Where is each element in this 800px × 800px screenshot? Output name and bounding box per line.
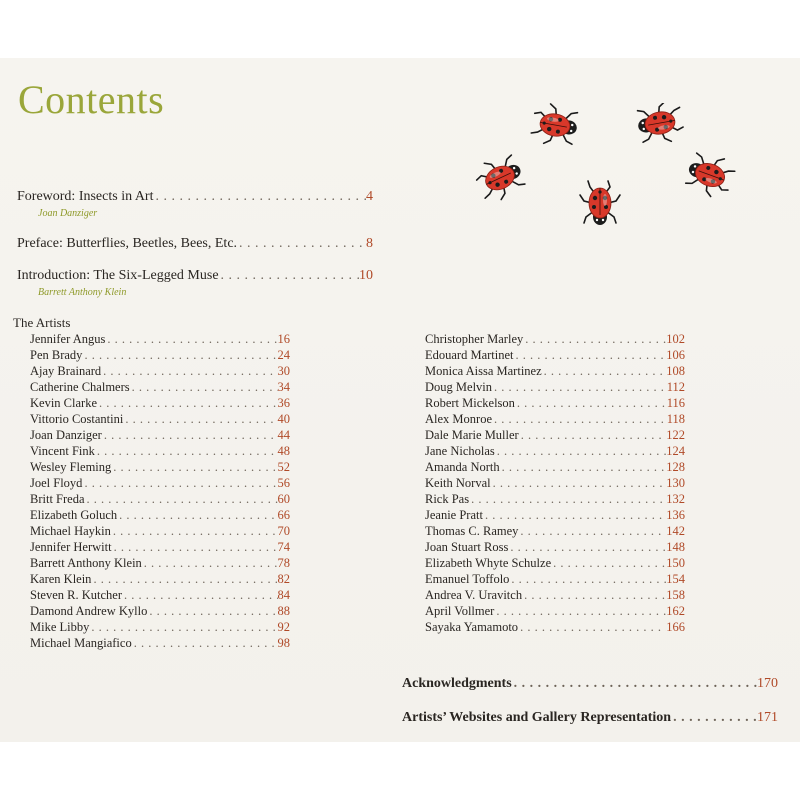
artist-name: Kevin Clarke xyxy=(30,396,97,410)
artist-page: 162 xyxy=(666,604,685,618)
leader-dots xyxy=(518,620,666,635)
artist-name: April Vollmer xyxy=(425,604,495,618)
leader-dots xyxy=(132,636,278,651)
artist-name: Doug Melvin xyxy=(425,380,493,394)
artist-page: 132 xyxy=(666,492,685,506)
artist-name: Elizabeth Goluch xyxy=(30,508,118,522)
artist-entry[interactable] xyxy=(425,572,685,588)
artist-page: 102 xyxy=(666,332,685,346)
artist-name: Joan Stuart Ross xyxy=(425,540,509,554)
artist-entry[interactable] xyxy=(425,428,685,444)
artist-page: 40 xyxy=(277,412,290,426)
ladybug-2 xyxy=(635,103,685,147)
artist-name: Pen Brady xyxy=(30,348,83,362)
artist-entry[interactable] xyxy=(425,476,685,492)
artist-entry[interactable] xyxy=(30,572,290,588)
artist-page: 84 xyxy=(277,588,290,602)
toc-entry-page: 4 xyxy=(366,189,373,204)
artist-page: 148 xyxy=(666,540,685,554)
leader-dots xyxy=(91,572,277,587)
artist-entry[interactable] xyxy=(425,412,685,428)
artist-page: 124 xyxy=(666,444,685,458)
artist-entry[interactable] xyxy=(30,412,290,428)
artist-entry[interactable] xyxy=(30,428,290,444)
artist-name: Karen Klein xyxy=(30,572,92,586)
leader-dots xyxy=(142,556,278,571)
artist-name: Amanda North xyxy=(425,460,500,474)
artist-name: Catherine Chalmers xyxy=(30,380,130,394)
artist-name: Ajay Brainard xyxy=(30,364,102,378)
artist-page: 116 xyxy=(666,396,685,410)
toc-entry-author: Joan Danziger xyxy=(38,208,98,219)
artist-name: Joan Danziger xyxy=(30,428,102,442)
toc-entry-author: Barrett Anthony Klein xyxy=(38,287,127,298)
artist-name: Emanuel Toffolo xyxy=(425,572,510,586)
artist-name: Rick Pas xyxy=(425,492,470,506)
artist-name: Thomas C. Ramey xyxy=(425,524,519,538)
artist-page: 108 xyxy=(666,364,685,378)
artist-name: Vittorio Costantini xyxy=(30,412,124,426)
artist-page: 118 xyxy=(666,412,685,426)
toc-entry-page: 10 xyxy=(359,268,373,283)
artist-page: 128 xyxy=(666,460,685,474)
artist-name: Damond Andrew Kyllo xyxy=(30,604,148,618)
ladybug-1 xyxy=(530,103,580,149)
leader-dots xyxy=(509,572,666,587)
leader-dots xyxy=(112,540,278,555)
artist-name: Sayaka Yamamoto xyxy=(425,620,519,634)
leader-dots xyxy=(82,348,277,363)
artist-page: 70 xyxy=(277,524,290,538)
leader-dots xyxy=(514,348,667,363)
leader-dots xyxy=(542,364,667,379)
leader-dots xyxy=(551,556,666,571)
artist-name: Christopher Marley xyxy=(425,332,524,346)
artist-entry[interactable] xyxy=(425,524,685,540)
page-title: Contents xyxy=(18,77,165,122)
artist-name: Robert Mickelson xyxy=(425,396,515,410)
leader-dots xyxy=(153,189,366,205)
artist-page: 136 xyxy=(666,508,685,522)
artist-entry[interactable] xyxy=(425,604,685,620)
leader-dots xyxy=(519,428,667,443)
leader-dots xyxy=(492,380,667,395)
leader-dots xyxy=(492,412,667,427)
leader-dots xyxy=(237,236,366,252)
leader-dots xyxy=(85,492,278,507)
artist-name: Jeanie Pratt xyxy=(425,508,483,522)
leader-dots xyxy=(102,428,278,443)
artist-name: Andrea V. Uravitch xyxy=(425,588,523,602)
artist-entry[interactable] xyxy=(30,380,290,396)
leader-dots xyxy=(518,524,666,539)
toc-entry-page: 8 xyxy=(366,236,373,251)
artist-page: 166 xyxy=(666,620,685,634)
artist-page: 34 xyxy=(277,380,290,394)
leader-dots xyxy=(508,540,666,555)
artist-name: Alex Monroe xyxy=(425,412,492,426)
ladybugs-illustration xyxy=(455,103,755,253)
artist-name: Edouard Martinet xyxy=(425,348,514,362)
artist-entry[interactable] xyxy=(30,508,290,524)
leader-dots xyxy=(130,380,278,395)
toc-entry-foreword[interactable] xyxy=(17,189,373,205)
artist-page: 36 xyxy=(277,396,290,410)
artist-entry[interactable] xyxy=(425,556,685,572)
artists-heading: The Artists xyxy=(13,315,71,330)
artist-name: Elizabeth Whyte Schulze xyxy=(425,556,552,570)
artist-name: Jennifer Herwitt xyxy=(30,540,112,554)
leader-dots xyxy=(105,332,277,347)
artists-list-right xyxy=(425,332,685,636)
artist-page: 142 xyxy=(666,524,685,538)
leader-dots xyxy=(491,476,667,491)
leader-dots xyxy=(117,508,277,523)
leader-dots xyxy=(495,444,666,459)
artist-name: Jane Nicholas xyxy=(425,444,495,458)
artist-page: 88 xyxy=(277,604,290,618)
artist-entry[interactable] xyxy=(30,348,290,364)
leader-dots xyxy=(522,588,666,603)
artist-entry[interactable] xyxy=(30,444,290,460)
artist-entry[interactable] xyxy=(425,588,685,604)
artist-page: 56 xyxy=(277,476,290,490)
artist-name: Monica Aissa Martinez xyxy=(425,364,542,378)
artist-entry[interactable] xyxy=(30,524,290,540)
toc-entry-page: 170 xyxy=(757,676,778,691)
leader-dots xyxy=(122,588,278,603)
artist-entry[interactable] xyxy=(30,556,290,572)
artist-page: 82 xyxy=(277,572,290,586)
artist-entry[interactable] xyxy=(425,444,685,460)
toc-entry-label: Preface: Butterflies, Beetles, Bees, Etc. xyxy=(17,236,238,251)
artist-name: Jennifer Angus xyxy=(30,332,106,346)
artist-name: Barrett Anthony Klein xyxy=(30,556,142,570)
artist-entry[interactable] xyxy=(30,396,290,412)
leader-dots xyxy=(123,412,277,427)
leader-dots xyxy=(89,620,277,635)
toc-entry-introduction[interactable] xyxy=(17,268,373,284)
artist-page: 74 xyxy=(277,540,290,554)
artist-name: Michael Mangiafico xyxy=(30,636,132,650)
artist-page: 122 xyxy=(666,428,685,442)
leader-dots xyxy=(111,460,277,475)
toc-entry-page: 171 xyxy=(757,710,778,725)
leader-dots xyxy=(515,396,667,411)
artist-name: Michael Haykin xyxy=(30,524,111,538)
artist-entry[interactable] xyxy=(30,604,290,620)
ladybug-5 xyxy=(682,149,737,202)
artist-page: 78 xyxy=(277,556,290,570)
artist-name: Mike Libby xyxy=(30,620,90,634)
artist-entry[interactable] xyxy=(425,332,685,348)
artist-entry[interactable] xyxy=(425,492,685,508)
artist-name: Joel Floyd xyxy=(30,476,83,490)
ladybug-4 xyxy=(580,181,620,225)
artist-name: Keith Norval xyxy=(425,476,491,490)
artist-page: 158 xyxy=(666,588,685,602)
leader-dots xyxy=(101,364,277,379)
leader-dots xyxy=(111,524,278,539)
leader-dots xyxy=(523,332,666,347)
artist-entry[interactable] xyxy=(425,460,685,476)
artist-entry[interactable] xyxy=(30,364,290,380)
toc-entry-acknowledgments[interactable] xyxy=(402,676,778,692)
leader-dots xyxy=(219,268,359,284)
artist-entry[interactable] xyxy=(425,380,685,396)
artist-entry[interactable] xyxy=(425,508,685,524)
artist-page: 150 xyxy=(666,556,685,570)
artist-page: 16 xyxy=(277,332,290,346)
leader-dots xyxy=(494,604,666,619)
artists-list-left xyxy=(30,332,290,652)
artist-page: 66 xyxy=(277,508,290,522)
leader-dots xyxy=(671,710,757,726)
leader-dots xyxy=(500,460,667,475)
book-page xyxy=(0,58,800,742)
artist-name: Britt Freda xyxy=(30,492,85,506)
artist-entry[interactable] xyxy=(30,492,290,508)
artist-entry[interactable] xyxy=(30,332,290,348)
artist-entry[interactable] xyxy=(425,348,685,364)
artist-name: Wesley Fleming xyxy=(30,460,112,474)
leader-dots xyxy=(147,604,277,619)
artist-entry[interactable] xyxy=(30,620,290,636)
toc-entry-artists-websites[interactable] xyxy=(402,710,778,726)
artist-entry[interactable] xyxy=(30,588,290,604)
artist-entry[interactable] xyxy=(425,620,685,636)
toc-entry-label: Acknowledgments xyxy=(402,676,512,691)
artist-entry[interactable] xyxy=(425,396,685,412)
artist-entry[interactable] xyxy=(425,364,685,380)
artist-page: 92 xyxy=(277,620,290,634)
artist-page: 154 xyxy=(666,572,685,586)
artist-page: 130 xyxy=(666,476,685,490)
artist-name: Dale Marie Muller xyxy=(425,428,519,442)
artist-page: 60 xyxy=(277,492,290,506)
leader-dots xyxy=(483,508,666,523)
leader-dots xyxy=(95,444,278,459)
leader-dots xyxy=(82,476,277,491)
artist-page: 112 xyxy=(666,380,685,394)
artist-page: 48 xyxy=(277,444,290,458)
leader-dots xyxy=(97,396,278,411)
leader-dots xyxy=(469,492,666,507)
toc-entry-label: Artists’ Websites and Gallery Representation xyxy=(402,710,672,725)
leader-dots xyxy=(512,676,757,692)
artist-name: Steven R. Kutcher xyxy=(30,588,122,602)
artist-entry[interactable] xyxy=(30,460,290,476)
toc-entry-label: Foreword: Insects in Art xyxy=(17,189,154,204)
toc-entry-label: Introduction: The Six-Legged Muse xyxy=(17,268,219,283)
ladybug-3 xyxy=(472,151,529,206)
artist-page: 52 xyxy=(277,460,290,474)
toc-entry-preface[interactable] xyxy=(17,236,373,252)
artist-page: 24 xyxy=(277,348,290,362)
artist-entry[interactable] xyxy=(30,540,290,556)
artist-entry[interactable] xyxy=(425,540,685,556)
artist-page: 44 xyxy=(277,428,290,442)
artist-page: 98 xyxy=(277,636,290,650)
artist-page: 106 xyxy=(666,348,685,362)
artist-entry[interactable] xyxy=(30,636,290,652)
artist-name: Vincent Fink xyxy=(30,444,95,458)
artist-entry[interactable] xyxy=(30,476,290,492)
artist-page: 30 xyxy=(277,364,290,378)
